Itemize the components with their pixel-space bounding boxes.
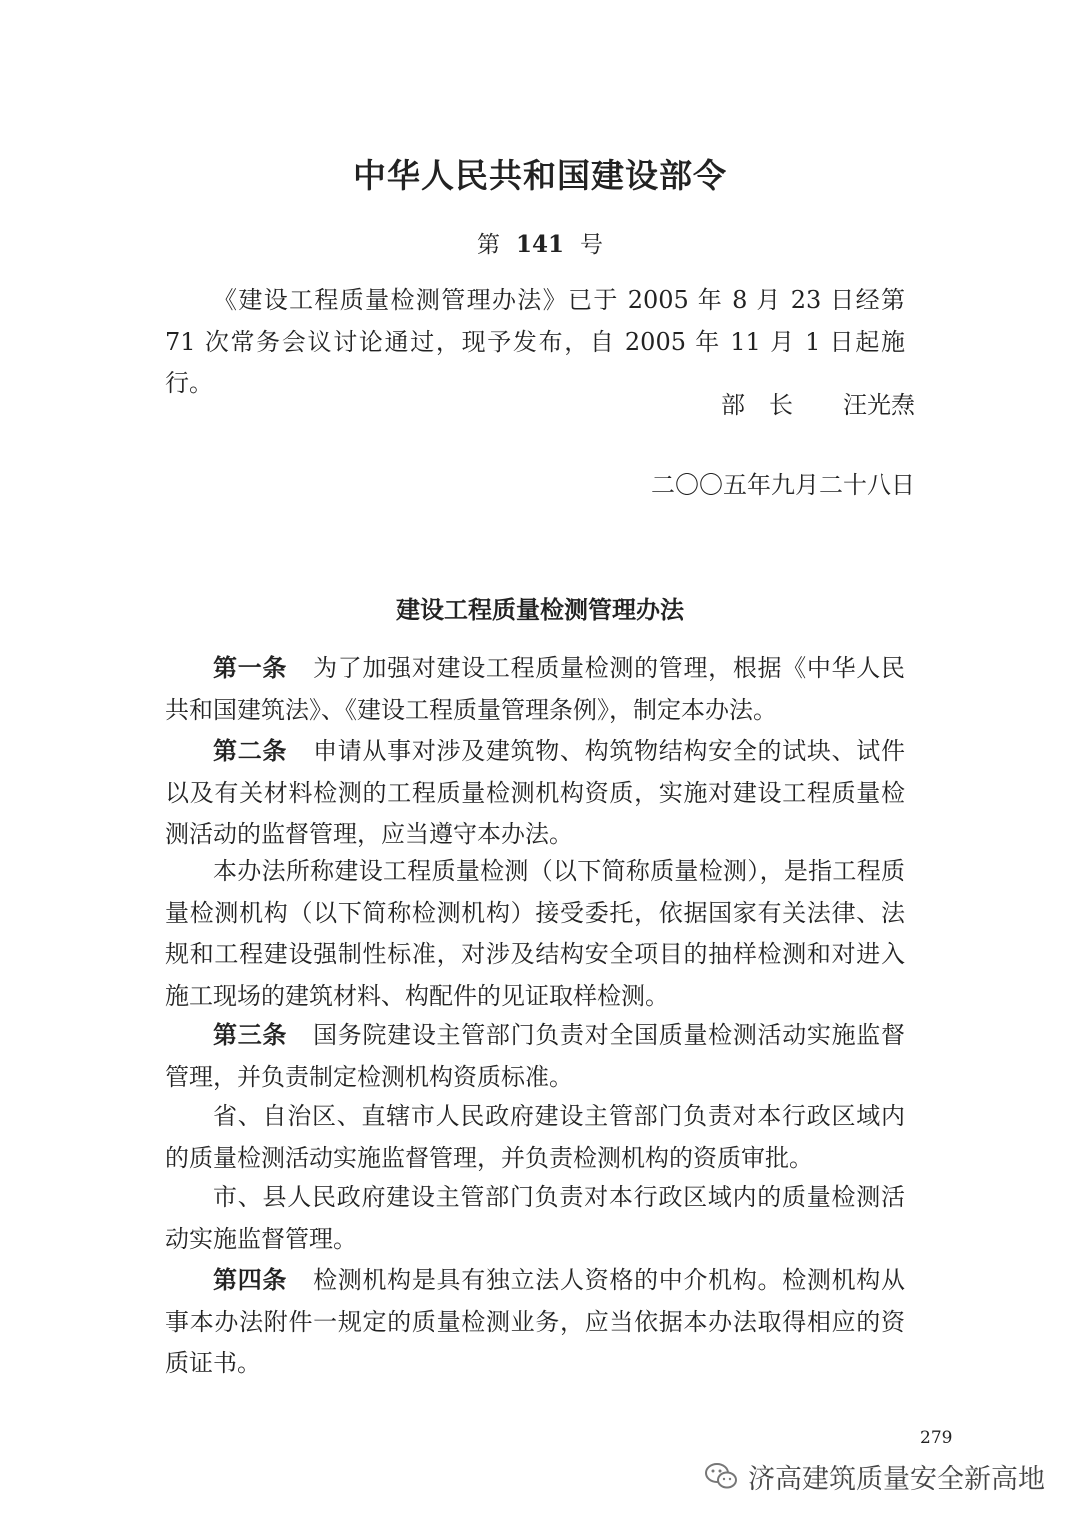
page-number: 279 [920,1428,953,1448]
article-paragraph [165,1014,905,1098]
article-paragraph [165,647,905,731]
order-title: 中华人民共和国建设部令 [353,156,727,195]
order-number [0,226,1080,259]
article-text: 本办法所称建设工程质量检测（以下简称质量检测），是指工程质量检测机构（以下简称检测机构）接受委托，依据国家有关法律、法规和工程建设强制性标准，对涉及结构安全项目的抽样检测和对进入施工现场的建筑材料、构配件的见证取样检测。 [165,857,905,1010]
order-number-value: 141 [515,231,564,258]
article-label: 第一条 [213,653,288,682]
order-date: 二〇〇五年九月二十八日 [651,471,915,499]
article-text: 检测机构是具有独立法人资格的中介机构。检测机构从事本办法附件一规定的质量检测业务，应当依据本办法取得相应的资质证书。 [165,1266,905,1377]
signer-name: 汪光焘 [843,391,915,419]
article-paragraph [165,1259,905,1385]
article-text: 为了加强对建设工程质量检测的管理，根据《中华人民共和国建筑法》、《建设工程质量管理条例》，制定本办法。 [165,654,905,724]
order-number-prefix: 第 [476,232,500,258]
article-paragraph [165,851,905,1017]
article-label: 第四条 [213,1265,288,1294]
signature [721,385,915,420]
article-paragraph [165,730,905,856]
article-paragraph [165,1096,905,1179]
article-text: 国务院建设主管部门负责对全国质量检测活动实施监督管理，并负责制定检测机构资质标准。 [165,1021,905,1091]
wechat-icon [704,1461,738,1491]
article-text: 申请从事对涉及建筑物、构筑物结构安全的试块、试件以及有关材料检测的工程质量检测机构资质，实施对建设工程质量检测活动的监督管理，应当遵守本办法。 [165,737,905,848]
order-number-suffix: 号 [580,232,603,258]
article-label: 第二条 [213,736,288,765]
footer-text: 济高建筑质量安全新高地 [748,1463,1045,1495]
promulgation-text: 《建设工程质量检测管理办法》已于 2005 年 8 月 23 日经第 71 次常务会议讨论通过，现予发布，自 2005 年 11 月 1 日起施行。 [165,286,905,397]
measures-title: 建设工程质量检测管理办法 [396,595,684,624]
footer-watermark [704,1456,1045,1496]
article-label: 第三条 [213,1020,288,1049]
article-text: 省、自治区、直辖市人民政府建设主管部门负责对本行政区域内的质量检测活动实施监督管理，并负责检测机构的资质审批。 [165,1102,905,1172]
article-paragraph [165,1177,905,1260]
signer-role: 部长 [721,391,817,419]
article-text: 市、县人民政府建设主管部门负责对本行政区域内的质量检测活动实施监督管理。 [165,1183,905,1253]
